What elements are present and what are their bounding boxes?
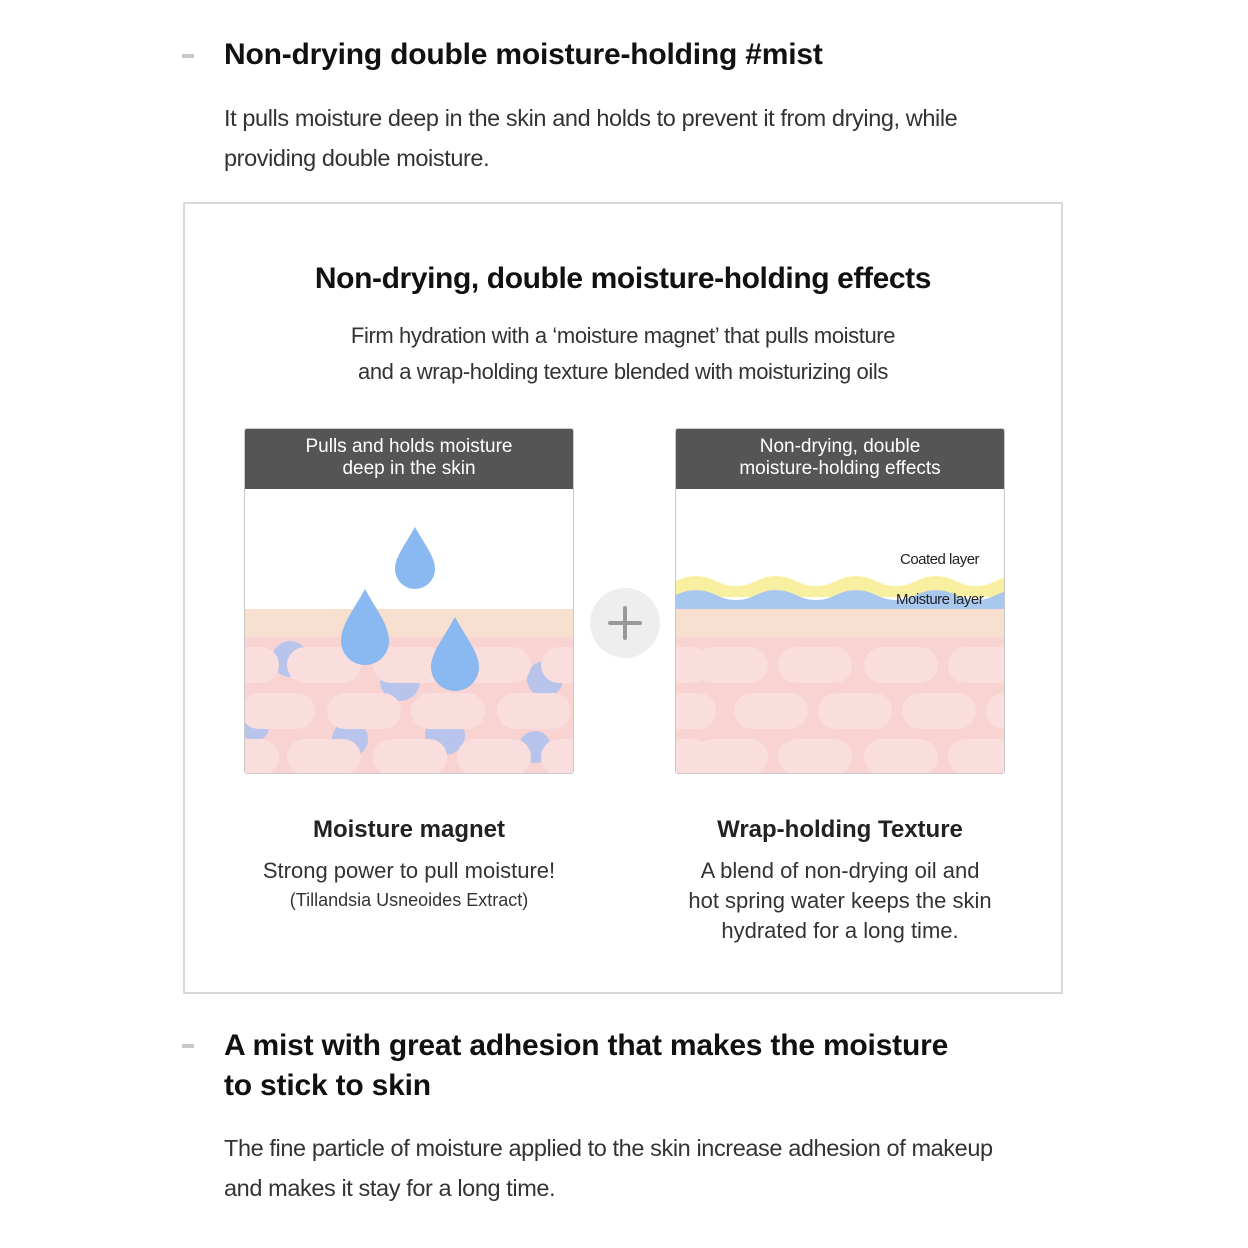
- left-panel-header-line2: deep in the skin: [342, 458, 476, 479]
- right-panel-header: [676, 429, 1004, 489]
- infobox-subtitle-line1: Firm hydration with a ‘moisture magnet’ that pulls moisture: [350, 323, 896, 348]
- right-panel-header-line1: Non-drying, double: [759, 436, 921, 457]
- section2-body-line1: The fine particle of moisture applied to the skin increase adhesion of makeup: [224, 1135, 993, 1161]
- left-caption-title: Moisture magnet: [312, 816, 506, 843]
- infobox-subtitle-line2: and a wrap-holding texture blended with moisturizing oils: [358, 359, 888, 384]
- right-caption-line3: hydrated for a long time.: [721, 918, 959, 943]
- plus-icon: [590, 588, 660, 658]
- infobox-subtitle: [185, 318, 1061, 390]
- wrap-holding-panel: [675, 428, 1005, 774]
- moisture-layer-label: Moisture layer: [896, 591, 984, 608]
- moisture-magnet-panel: [244, 428, 574, 774]
- section2-heading-line2: to stick to skin: [224, 1069, 431, 1102]
- section1-body-line2: providing double moisture.: [224, 145, 490, 171]
- skin-illustration-drops: [245, 489, 574, 774]
- infobox-title: Non-drying, double moisture-holding effects: [314, 262, 932, 295]
- right-caption-text: [660, 856, 1020, 946]
- section2-heading-line1: A mist with great adhesion that makes the moisture: [224, 1029, 949, 1062]
- left-caption-text: Strong power to pull moisture!: [262, 858, 556, 883]
- left-panel-header-line1: Pulls and holds moisture: [305, 436, 513, 457]
- skin-top-layer: [676, 609, 1005, 637]
- skin-top-layer: [245, 609, 574, 637]
- section1-heading: Non-drying double moisture-holding #mist: [224, 38, 823, 71]
- section1-dash-marker: [182, 54, 194, 58]
- left-panel-header: [245, 429, 573, 489]
- skin-illustration-layers: [676, 489, 1005, 774]
- section2-body-line2: and makes it stay for a long time.: [224, 1175, 556, 1201]
- section1-body-line1: It pulls moisture deep in the skin and holds to prevent it from drying, while: [224, 105, 958, 131]
- right-caption-title: Wrap-holding Texture: [717, 816, 963, 843]
- right-caption-line2: hot spring water keeps the skin: [688, 888, 992, 913]
- section2-dash-marker: [182, 1044, 194, 1048]
- left-caption-note: (Tillandsia Usneoides Extract): [289, 890, 529, 910]
- infographic-box: [183, 202, 1063, 994]
- right-caption-line1: A blend of non-drying oil and: [700, 858, 980, 883]
- right-panel-header-line2: moisture-holding effects: [739, 458, 941, 479]
- coated-layer-label: Coated layer: [900, 551, 980, 568]
